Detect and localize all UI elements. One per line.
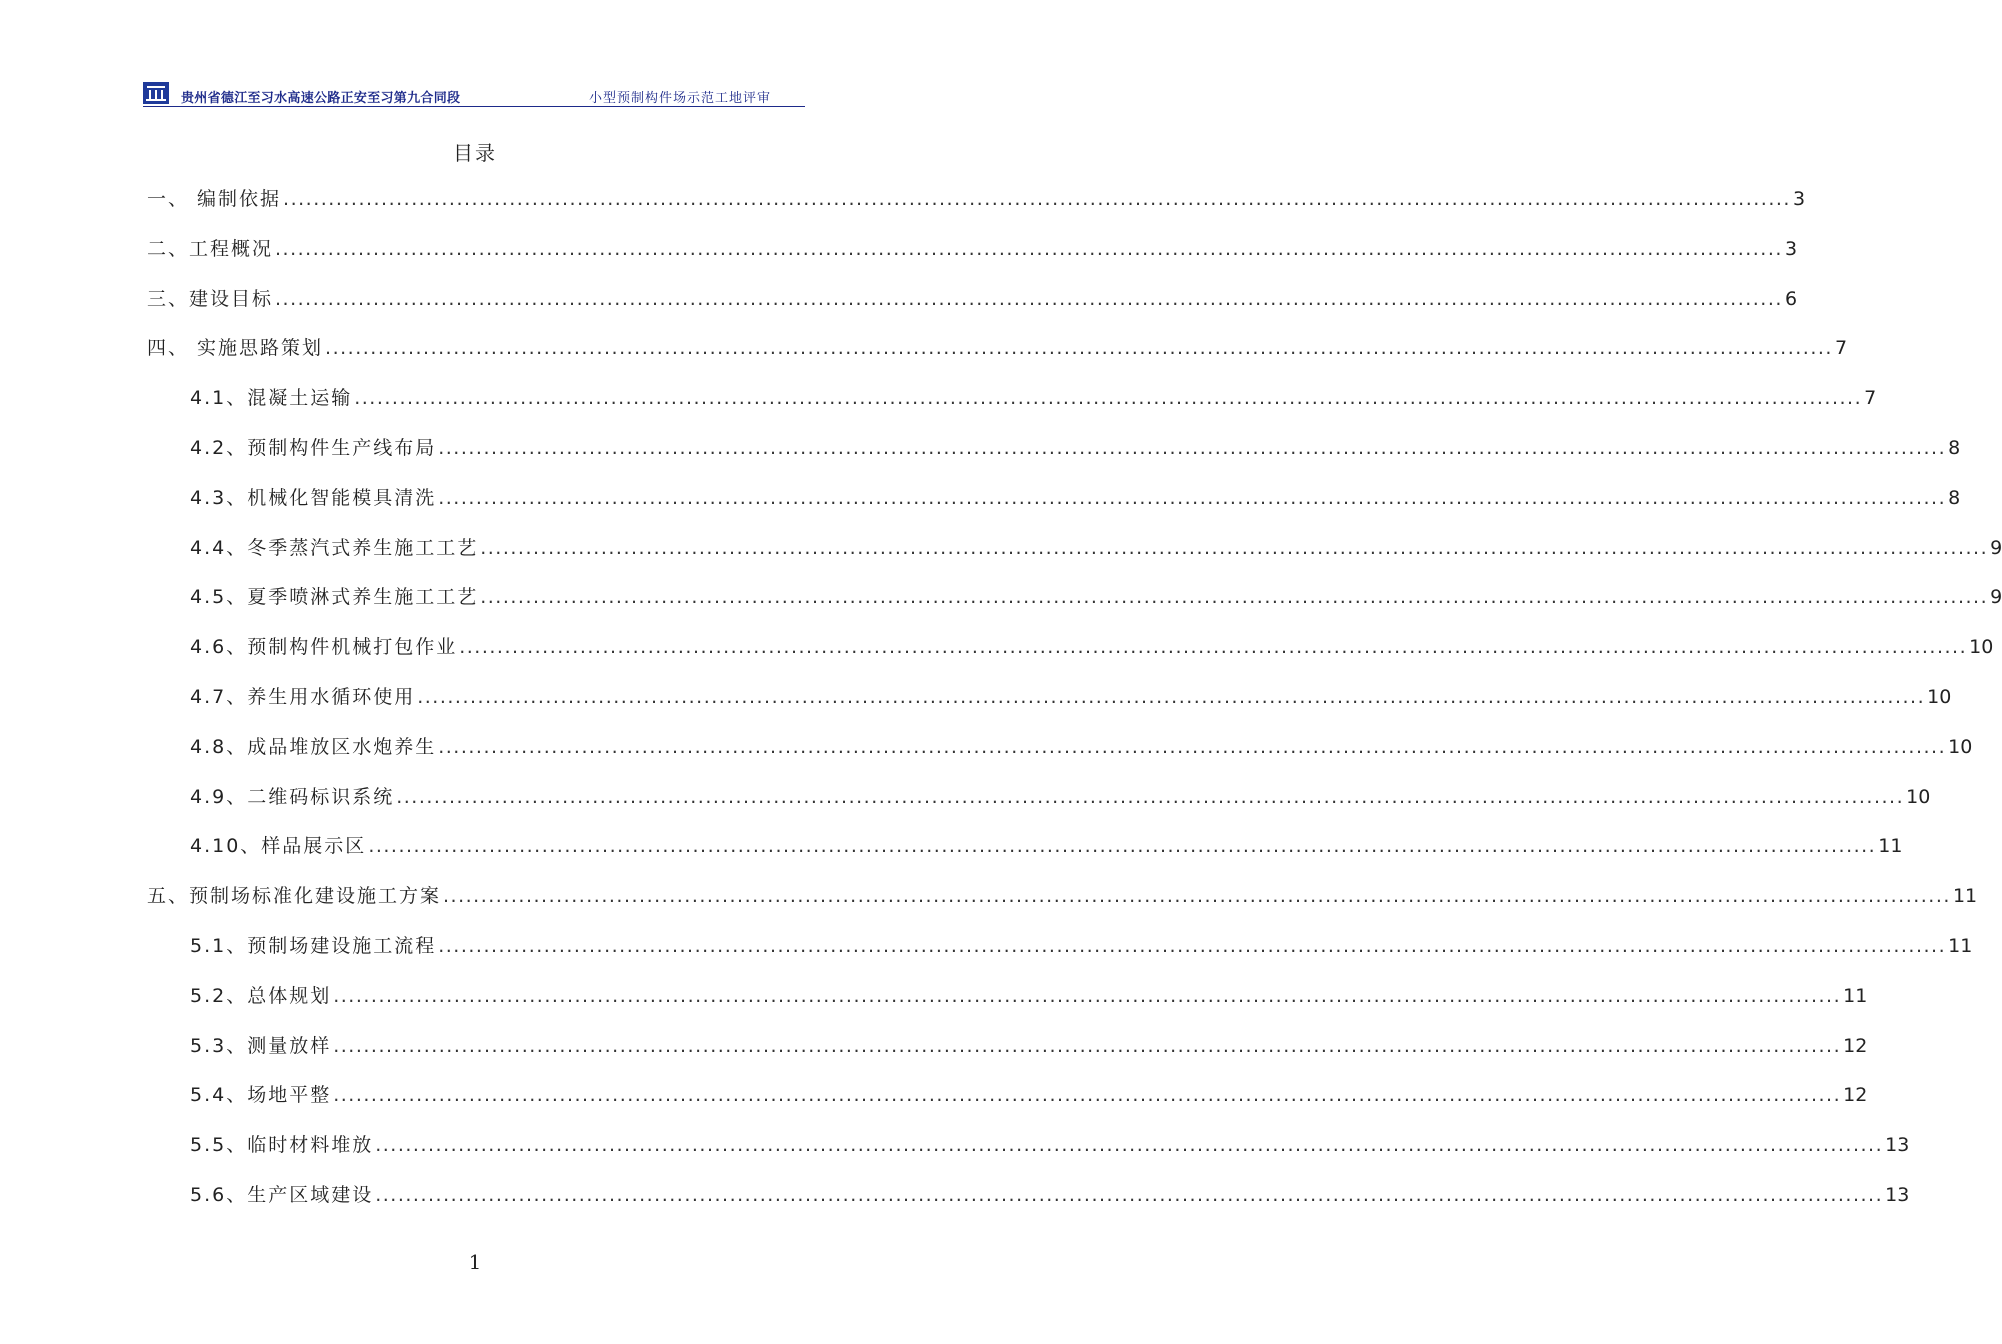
toc-leader-dots: ........................................................................................................................................................................................................ (480, 536, 1989, 559)
toc-entry-label: 4.9、二维码标识系统 (190, 785, 395, 808)
toc-leader-dots: ........................................................................................................................................................................................................ (283, 188, 1791, 210)
toc-entry-label: 5.2、总体规划 (190, 984, 332, 1007)
toc-entry[interactable] (147, 333, 1848, 363)
toc-entry-page: 6 (1784, 287, 1798, 310)
toc-leader-dots: ........................................................................................................................................................................................................ (333, 1084, 1842, 1107)
toc-leader-dots: ........................................................................................................................................................................................................ (275, 287, 1783, 310)
toc-entry-label: 三、建设目标 (147, 287, 274, 310)
toc-entry[interactable] (147, 234, 1798, 264)
toc-entry[interactable] (147, 184, 1806, 214)
toc-leader-dots: ........................................................................................................................................................................................................ (480, 586, 1989, 609)
toc-entry-page: 3 (1784, 237, 1798, 260)
toc-entry-page: 7 (1834, 337, 1848, 360)
toc-entry-label: 一、 编制依据 (147, 188, 282, 210)
toc-entry[interactable] (190, 383, 1877, 413)
toc-entry-label: 4.4、冬季蒸汽式养生施工工艺 (190, 536, 479, 559)
toc-leader-dots: ........................................................................................................................................................................................................ (438, 735, 1947, 758)
toc-entry-page: 11 (1948, 935, 1973, 957)
toc-entry-page: 13 (1885, 1134, 1910, 1157)
toc-entry[interactable] (190, 931, 1973, 961)
toc-entry[interactable] (190, 483, 1961, 513)
toc-leader-dots: ........................................................................................................................................................................................................ (368, 835, 1877, 858)
toc-entry-page: 11 (1952, 885, 1978, 908)
toc-entry-label: 二、工程概况 (147, 237, 274, 260)
toc-entry[interactable] (147, 284, 1798, 314)
toc-entry-page: 10 (1927, 686, 1952, 708)
header-document-title: 小型预制构件场示范工地评审 (588, 91, 771, 106)
toc-entry-page: 10 (1948, 735, 1973, 758)
toc-title: 目录 (453, 141, 497, 165)
toc-entry[interactable] (147, 881, 1978, 911)
toc-leader-dots: ........................................................................................................................................................................................................ (396, 785, 1905, 808)
toc-entry-page: 8 (1948, 486, 1961, 509)
toc-entry[interactable] (190, 632, 1994, 662)
toc-entry-page: 10 (1969, 636, 1994, 659)
toc-entry-label: 4.7、养生用水循环使用 (190, 686, 416, 708)
toc-entry-label: 4.6、预制构件机械打包作业 (190, 636, 458, 659)
toc-leader-dots: ........................................................................................................................................................................................................ (438, 437, 1947, 459)
toc-leader-dots: ........................................................................................................................................................................................................ (417, 686, 1926, 708)
toc-entry[interactable] (190, 582, 2002, 612)
toc-leader-dots: ........................................................................................................................................................................................................ (459, 636, 1968, 659)
toc-entry-label: 4.8、成品堆放区水炮养生 (190, 735, 437, 758)
toc-entry[interactable] (190, 433, 1961, 463)
toc-entry-page: 12 (1843, 1084, 1868, 1107)
page-header (143, 82, 805, 107)
toc-entry-page: 13 (1885, 1184, 1910, 1206)
toc-entry-label: 5.1、预制场建设施工流程 (190, 935, 437, 957)
toc-entry-page: 11 (1843, 984, 1868, 1007)
toc-entry-label: 4.10、样品展示区 (190, 835, 367, 858)
toc-entry-label: 4.3、机械化智能模具清洗 (190, 486, 437, 509)
toc-leader-dots: ........................................................................................................................................................................................................ (275, 237, 1783, 260)
toc-entry-label: 五、预制场标准化建设施工方案 (147, 885, 442, 908)
toc-entry-label: 4.5、夏季喷淋式养生施工工艺 (190, 586, 479, 609)
toc-entry[interactable] (190, 1180, 1910, 1210)
toc-leader-dots: ........................................................................................................................................................................................................ (438, 935, 1947, 957)
page-number: 1 (468, 1250, 482, 1274)
toc-entry-label: 4.2、预制构件生产线布局 (190, 437, 437, 459)
toc-leader-dots: ........................................................................................................................................................................................................ (325, 337, 1833, 360)
toc-entry-page: 10 (1906, 785, 1931, 808)
toc-entry-page: 9 (1990, 536, 2002, 559)
header-project-name: 贵州省德江至习水高速公路正安至习第九合同段 (181, 91, 461, 106)
toc-leader-dots: ........................................................................................................................................................................................................ (438, 486, 1947, 509)
toc-leader-dots: ........................................................................................................................................................................................................ (375, 1184, 1884, 1206)
toc-entry-page: 12 (1843, 1034, 1868, 1057)
toc-leader-dots: ........................................................................................................................................................................................................ (333, 984, 1842, 1007)
toc-entry-page: 8 (1948, 437, 1961, 459)
toc-entry-page: 9 (1990, 586, 2002, 609)
toc-entry[interactable] (190, 831, 1903, 861)
company-logo-icon (143, 82, 169, 104)
toc-entry-page: 7 (1864, 387, 1877, 410)
toc-entry[interactable] (190, 732, 1973, 762)
toc-leader-dots: ........................................................................................................................................................................................................ (333, 1034, 1842, 1057)
toc-entry[interactable] (190, 1130, 1910, 1160)
toc-entry[interactable] (190, 981, 1868, 1011)
toc-entry-label: 5.5、临时材料堆放 (190, 1134, 374, 1157)
toc-entry[interactable] (190, 682, 1952, 712)
toc-entry-label: 四、 实施思路策划 (147, 337, 324, 360)
toc-entry[interactable] (190, 782, 1931, 812)
toc-entry[interactable] (190, 533, 2002, 563)
toc-entry-label: 5.4、场地平整 (190, 1084, 332, 1107)
toc-entry-page: 3 (1792, 188, 1806, 210)
toc-entry-label: 4.1、混凝土运输 (190, 387, 353, 410)
toc-entry-page: 11 (1878, 835, 1903, 858)
toc-leader-dots: ........................................................................................................................................................................................................ (354, 387, 1863, 410)
toc-entry-label: 5.3、测量放样 (190, 1034, 332, 1057)
toc-entry[interactable] (190, 1080, 1868, 1110)
toc-entry-label: 5.6、生产区域建设 (190, 1184, 374, 1206)
toc-entry[interactable] (190, 1031, 1868, 1061)
toc-leader-dots: ........................................................................................................................................................................................................ (375, 1134, 1884, 1157)
toc-leader-dots: ........................................................................................................................................................................................................ (443, 885, 1951, 908)
